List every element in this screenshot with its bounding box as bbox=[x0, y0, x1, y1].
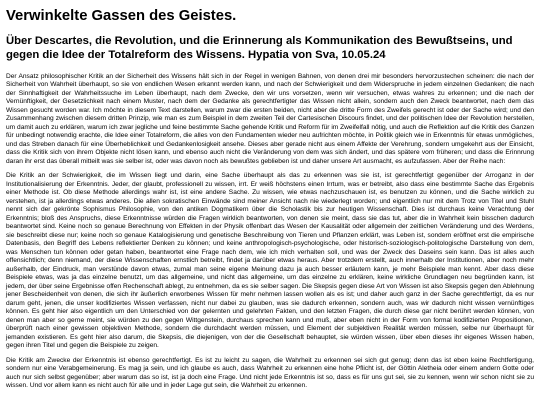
article-paragraph: Die Kritik an der Schwierigkeit, die im Wissen liegt und darin, eine Sache überhaupt als das zu erkennen was sie ist, ist gerechtfertigt gegenüber der Arroganz in der Institutionalisierung der Erkenntnis. Jeder, der glaubt, professionell zu wissen, irrt. Er weiß höchstens einen Irrtum, was er betreibt, also dass eine bestimmte Sache das Ergebnis einer Methode ist. Ob diese Methode allerdings wahr ist, ist eine andere Sache. Zu wissen, wie etwas nachzuschauen ist, es benutzen zu können, und die Sache wirklich zu verstehen, ist ja allerdings etwas anderes. Die allen sokratischen Einwände sind meiner Ansicht nach nie wiederlegt worden; und eigentlich nur mit dem Trotz von Titel und Stuhl nennt sich der gekrönte Sophismus Philosophie, von den antiken Dogmatikern über die Scholastik bis zur heutigen Wissenschaft. Dies ist durchaus keine Verachtung der Erkenntnis; bloß des Anspruchs, diese Erkenntnisse würden die Fragen wirklich beantworten, von denen sie meint, dass sie das tut, aber die in Wahrheit kein bisschen dadurch beantwortet sind. Keine noch so genaue Berechnung von Effekten in der Physik offenbart das Wesen der Kausalität oder allgemein der zeitlichen Veränderung und des Werdens, sie beschreibt diese nur; keine noch so genaue Katalogisierung und genetische Beschreibung von Tieren und Pflanzen erklärt, was Leben ist, sondern eröffnet erst die empirische Datenbasis, den Begriff des Lebens reflektierter Denken zu können; und keine anthropologisch-psychologische, oder historisch-soziologisch-politologische Darstellung von dem, was Menschen tun können oder getan haben, beantwortet eine Frage nach dem, wie ich mich verhalten soll, und was der Zweck des Daseins sein kann. Das ist alles auch offensichtlich; denn niemand, der diese Wissenschaften ernstlich betreibt, findet ja darüber etwas heraus. Aber trotzdem erstellt, auch innerhalb der Institutionen, aber noch mehr außerhalb, der Eindruck, man verstünde davon etwas, zumal man seine eigene Meinung dazu ja auch besser erläutern kann, je mehr Beispiele man kennt. Aber dass diese Beispiele etwas, was ja das einzelne benutzt, um das allgemeine, und nicht das allgemeine, um das einzelne zu erklären, keine wirkliche Grundlagen neu begründen kann, ist jedem, der über seine Ergebnisse offen Rechenschaft ablegt, zu entnehmen, da es sie selber sagen. Die Skepsis gegen diese Art von Wissen ist also Skepsis gegen den Ablehnung jener Bescheidenheit von denen, die sich ihr äußerlich erworbenes Wissen für mehr nehmen lassen wollen als es ist; und daher auch ganz in der Sache gerechtfertigt, da es nur darum geht, jenen, die unser kodifiziertes Wissen verfassen, nicht nur dabei zu glauben, was sie dadurch erkennen, sondern auch, was wir dadurch nicht wissen vernünftiges können. Es geht hier also eigentlich um den Unterschied von der gelernten und gelehrten Fakten, und den letzten Fragen, die durch diese gar nicht berührt werden können, von denen man aber so gerne meint, sie würden zu den gegen Wittgenstein, durchaus sprechen kann und muß, aber eben nicht in der Form von formal kodifizierten Propositionen, überprüft nach einer gewissen objektiven Methode, sondern die durchdacht werden müssen, und Element der subjektiven Realität werden müssen, selbe nur überhaupt für jemanden existieren. Es geht hier also darum, die Skepsis, die diejenigen, von der die Gesellschaft behauptet, sie würden wissen, über eben dieses ihr eigenes Wissen haben, gegen ihren Titel und gegen die Beispiele zu zeigen. bbox=[6, 172, 534, 350]
article-paragraph: Die Kritik am Zwecke der Erkenntnis ist ebenso gerechtfertigt. Es ist zu leicht zu sagen, die Wahrheit zu erkennen sei sich gut genug; denn das ist eben keine Rechtfertigung, sondern nur eine Verabgemeinerung. Es mag ja sein, und ich glaube es auch, dass Wahrheit zu erkennen eine hohe Pflicht ist, der Göttin Aletheia oder einem andern Gotte oder auch nur sich selbst gegenüber; aber warum das so ist, ist ja doch eine Frage. Und nicht jede Erkenntnis ist so, dass es für uns gut sei, sie zu kennen, wenn wir schon nicht sie zu wissen. Und vor allem kann es nicht auch für alle und in jeder Lage gut sein, die Wahrheit zu erkennen. bbox=[6, 356, 534, 390]
article-body bbox=[6, 73, 534, 391]
article-title: Über Descartes, die Revolution, und die Erinnerung als Kommunikation des Bewußtseins, und gegen die Idee der Totalreform des Wissens. Hypatia von Sva, 10.05.24 bbox=[6, 35, 513, 61]
site-title: Verwinkelte Gassen des Geistes. bbox=[6, 8, 237, 24]
article-paragraph: Der Ansatz philosophischer Kritik an der Sicherheit des Wissens hält sich in der Regel in wenigen Bahnen, von denen drei mir besonders hervorzustechen scheinen: die nach der Sicherheit von Wahrheit überhaupt, so sie von endlichen Wesen erkannt werden kann, und nach der Schwierigkeit und dem Widerspruche in jedem einzelnen Gedanken; die nach der Sinnhaftigkeit der Wahrheitssuche im Leben überhaupt, nach dem Zwecke, den wir uns vorsetzen, wenn wir versuchen, etwas wahres zu erkennen; und die nach der Vernünftigkeit, der Gesetzlichkeit nach einem Muster, nach dem der Gedanke als gerechtfertigter das Wissen nicht allein, sondern auch den Zweck beantwortet, nach dem das Wissen gesucht worden war. Ich möchte in diesem Text darstellen, warum zwar die ersten beiden, nicht aber die dritte Form des Zweifels gerecht ist oder der Sache wird; und den Zusammenhang zwischen diesem dritten Prinzip, wie man es zum Beispiel in dem zweiten Teil der Cartesischen Discours findet, und der politischen Idee der Revolution herstellen, um damit auch zu erklären, warum ich zwar jegliche und feine bestimmte Sache gehende Kritik und Reform für im Zweifelfall nötig, und auch die Reflektion auf die Kritik des Ganzen für unbedingt notwendig erachte, die Idee einer Totalreform, die alles von den Fundamenten wieder neu aufrichten möchte, in Politik gleich wie in Erkenntnis für etwas unmögliches, und das Streben danach für eine Überheblichkeit und Gedankenlosigkeit ansehe. Dieses aber gerade nicht aus einem Affekte der Verehrung, sondern umgekehrt aus der Einsicht, dass die Kritik sich von ihrem Objekte nicht lösen kann, und ebenso auch nicht die Veränderung von dem was sich ändert, und das spätere vom früheren; und dass die Erinnrung daran ihr erst das überall mitteilt was sie selber ist, oder was davon noch als bewußtes geblieben ist und daher unsere Art ausmacht, es aufzufassen. Aber der Reihe nach: bbox=[6, 72, 534, 165]
